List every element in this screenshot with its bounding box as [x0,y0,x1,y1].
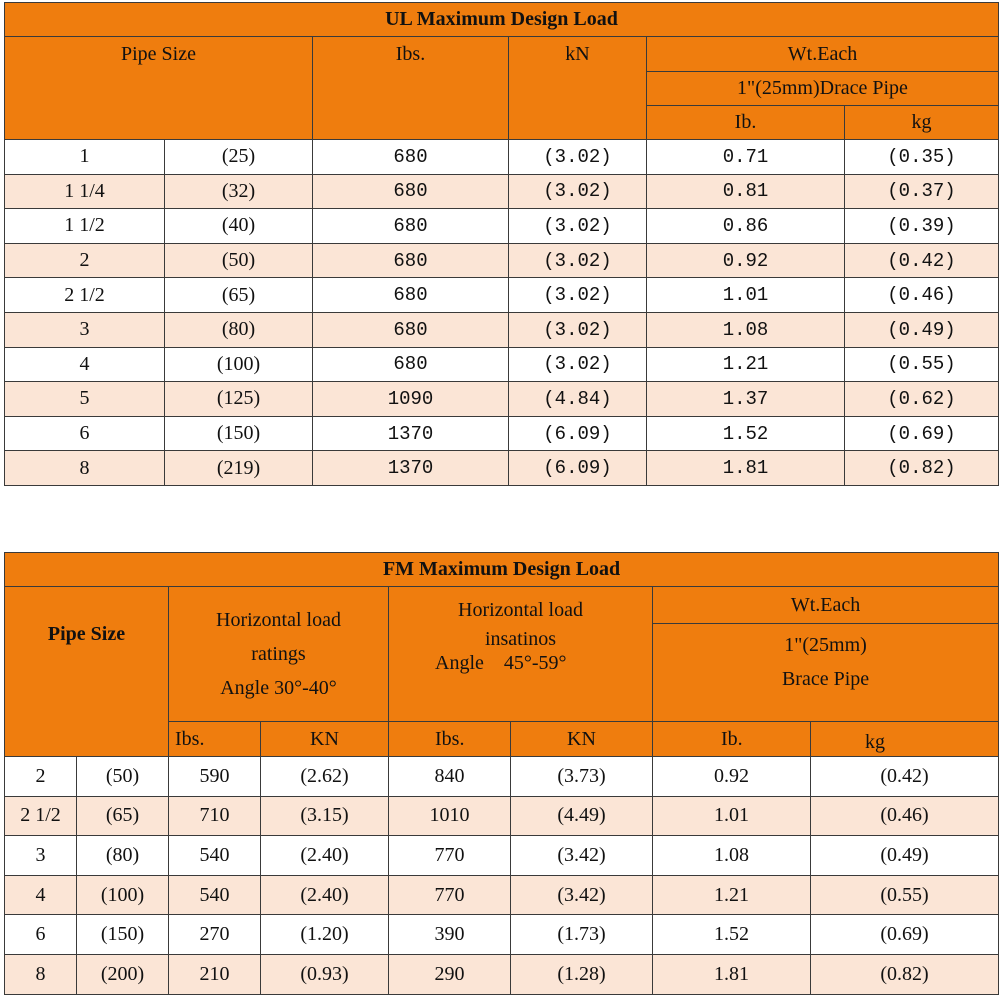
fm-cell-size: 8 [5,954,77,994]
fm-cell-lbs1: 540 [169,875,261,915]
fm-header-lbs-2: Ibs. [389,722,511,757]
ul-cell-size: 1 1/2 [5,209,165,244]
fm-header-horizontal-30-40 [169,587,389,722]
ul-cell-lbs: 680 [313,209,509,244]
fm-cell-kn2: (3.42) [511,836,653,876]
fm-cell-lbs2: 390 [389,915,511,955]
ul-cell-size: 4 [5,347,165,382]
ul-cell-mm: (100) [165,347,313,382]
fm-design-load-table [4,552,999,995]
ul-cell-kg: (0.46) [845,278,999,313]
fm-header-kg: kg [811,722,999,757]
fm-cell-lbs1: 710 [169,796,261,836]
ul-cell-lbs: 680 [313,278,509,313]
ul-table-row [5,243,999,278]
fm-cell-kn2: (3.42) [511,875,653,915]
ul-cell-size: 1 [5,140,165,175]
fm-header-lbs-1: Ibs. [169,722,261,757]
ul-cell-mm: (125) [165,382,313,417]
fm-cell-kn2: (1.73) [511,915,653,955]
fm-cell-size: 6 [5,915,77,955]
ul-cell-lb: 1.01 [647,278,845,313]
fm-cell-kn1: (1.20) [261,915,389,955]
fm-cell-kn1: (2.40) [261,836,389,876]
fm-cell-kg: (0.69) [811,915,999,955]
ul-cell-lb: 0.81 [647,174,845,209]
fm-wt-each-label: Wt.Each [653,587,998,624]
ul-cell-size: 3 [5,312,165,347]
ul-cell-lb: 1.37 [647,382,845,417]
fm-table-row [5,954,999,994]
fm-table-row [5,836,999,876]
ul-cell-size: 2 [5,243,165,278]
ul-cell-kg: (0.42) [845,243,999,278]
fm-cell-kg: (0.55) [811,875,999,915]
fm-h1-line3: Angle 30°-40° [220,677,337,699]
ul-header-kg: kg [845,106,999,140]
fm-header-kn-1: KN [261,722,389,757]
ul-table-row [5,382,999,417]
fm-cell-size: 4 [5,875,77,915]
fm-table-row [5,757,999,797]
ul-header-lb: Ib. [647,106,845,140]
ul-cell-lb: 0.86 [647,209,845,244]
fm-cell-kn2: (3.73) [511,757,653,797]
ul-cell-size: 1 1/4 [5,174,165,209]
fm-cell-kg: (0.46) [811,796,999,836]
ul-cell-lbs: 680 [313,140,509,175]
fm-h2-line2: insatinos [484,628,557,650]
fm-cell-kn1: (0.93) [261,954,389,994]
fm-cell-kn1: (2.62) [261,757,389,797]
fm-cell-lbs2: 770 [389,836,511,876]
ul-cell-lb: 0.71 [647,140,845,175]
ul-cell-mm: (219) [165,451,313,486]
ul-cell-kn: (3.02) [509,312,647,347]
fm-cell-lb: 1.52 [653,915,811,955]
ul-table-row [5,347,999,382]
ul-table-row [5,174,999,209]
fm-cell-mm: (65) [77,796,169,836]
ul-cell-lbs: 1370 [313,416,509,451]
ul-cell-kn: (3.02) [509,209,647,244]
fm-cell-mm: (100) [77,875,169,915]
ul-table-row [5,416,999,451]
fm-h1-line2: ratings [251,643,306,665]
ul-cell-kn: (3.02) [509,140,647,175]
fm-table-row [5,875,999,915]
fm-cell-mm: (50) [77,757,169,797]
ul-table-row [5,278,999,313]
ul-cell-size: 6 [5,416,165,451]
ul-cell-lb: 1.52 [647,416,845,451]
ul-header-lbs: Ibs. [313,37,509,140]
ul-cell-kn: (4.84) [509,382,647,417]
ul-cell-kg: (0.69) [845,416,999,451]
ul-cell-lb: 1.81 [647,451,845,486]
ul-cell-lbs: 680 [313,312,509,347]
ul-cell-kg: (0.35) [845,140,999,175]
ul-cell-mm: (40) [165,209,313,244]
ul-cell-mm: (65) [165,278,313,313]
fm-brace-line1: 1"(25mm) [784,634,867,656]
ul-table-row [5,451,999,486]
fm-cell-lb: 1.21 [653,875,811,915]
fm-cell-lbs1: 270 [169,915,261,955]
fm-cell-lb: 1.81 [653,954,811,994]
ul-cell-lb: 1.08 [647,312,845,347]
fm-cell-kn1: (3.15) [261,796,389,836]
fm-table-title: FM Maximum Design Load [5,553,999,587]
ul-header-pipe-size: Pipe Size [5,37,313,140]
ul-cell-kg: (0.39) [845,209,999,244]
fm-cell-mm: (200) [77,954,169,994]
fm-cell-kn1: (2.40) [261,875,389,915]
fm-brace-line2: Brace Pipe [781,668,870,690]
fm-header-kn-2: KN [511,722,653,757]
fm-cell-lb: 1.08 [653,836,811,876]
ul-cell-kg: (0.55) [845,347,999,382]
ul-cell-kg: (0.82) [845,451,999,486]
fm-cell-kg: (0.82) [811,954,999,994]
ul-cell-lbs: 680 [313,347,509,382]
fm-cell-size: 3 [5,836,77,876]
ul-cell-size: 2 1/2 [5,278,165,313]
fm-h1-line1: Horizontal load [216,609,341,631]
ul-cell-size: 5 [5,382,165,417]
ul-cell-lbs: 680 [313,174,509,209]
ul-header-kn: kN [509,37,647,140]
ul-cell-kn: (6.09) [509,451,647,486]
ul-header-brace-pipe: 1"(25mm)Drace Pipe [647,72,999,106]
fm-cell-lbs2: 770 [389,875,511,915]
fm-cell-size: 2 1/2 [5,796,77,836]
fm-cell-lb: 1.01 [653,796,811,836]
fm-cell-kn2: (4.49) [511,796,653,836]
ul-cell-mm: (50) [165,243,313,278]
fm-cell-lb: 0.92 [653,757,811,797]
ul-cell-kg: (0.62) [845,382,999,417]
fm-cell-mm: (80) [77,836,169,876]
ul-cell-kn: (6.09) [509,416,647,451]
ul-table-row [5,140,999,175]
ul-cell-lbs: 1090 [313,382,509,417]
ul-cell-mm: (80) [165,312,313,347]
ul-cell-mm: (150) [165,416,313,451]
fm-cell-lbs1: 210 [169,954,261,994]
ul-cell-kn: (3.02) [509,243,647,278]
fm-header-wt-each [653,587,999,722]
fm-table-row [5,796,999,836]
fm-header-horizontal-45-59 [389,587,653,722]
ul-cell-kn: (3.02) [509,278,647,313]
fm-h2-line3: Angle 45°-59° [435,652,567,674]
ul-cell-kg: (0.49) [845,312,999,347]
fm-cell-mm: (150) [77,915,169,955]
fm-cell-lbs1: 590 [169,757,261,797]
ul-cell-lbs: 680 [313,243,509,278]
fm-cell-lbs2: 1010 [389,796,511,836]
fm-cell-lbs2: 290 [389,954,511,994]
ul-table-title: UL Maximum Design Load [5,3,999,37]
ul-cell-mm: (25) [165,140,313,175]
ul-cell-mm: (32) [165,174,313,209]
ul-cell-lb: 0.92 [647,243,845,278]
ul-cell-kn: (3.02) [509,347,647,382]
fm-header-pipe-size: Pipe Size [5,587,169,757]
fm-h2-line1: Horizontal load [458,599,583,621]
ul-table-row [5,312,999,347]
ul-cell-lb: 1.21 [647,347,845,382]
ul-design-load-table [4,2,999,486]
fm-cell-lbs1: 540 [169,836,261,876]
ul-cell-kg: (0.37) [845,174,999,209]
fm-header-lb: Ib. [653,722,811,757]
fm-table-row [5,915,999,955]
fm-cell-kg: (0.49) [811,836,999,876]
ul-cell-size: 8 [5,451,165,486]
ul-cell-lbs: 1370 [313,451,509,486]
fm-cell-kn2: (1.28) [511,954,653,994]
ul-table-row [5,209,999,244]
ul-cell-kn: (3.02) [509,174,647,209]
fm-cell-size: 2 [5,757,77,797]
ul-header-wt-each: Wt.Each [647,37,999,72]
fm-cell-kg: (0.42) [811,757,999,797]
fm-cell-lbs2: 840 [389,757,511,797]
